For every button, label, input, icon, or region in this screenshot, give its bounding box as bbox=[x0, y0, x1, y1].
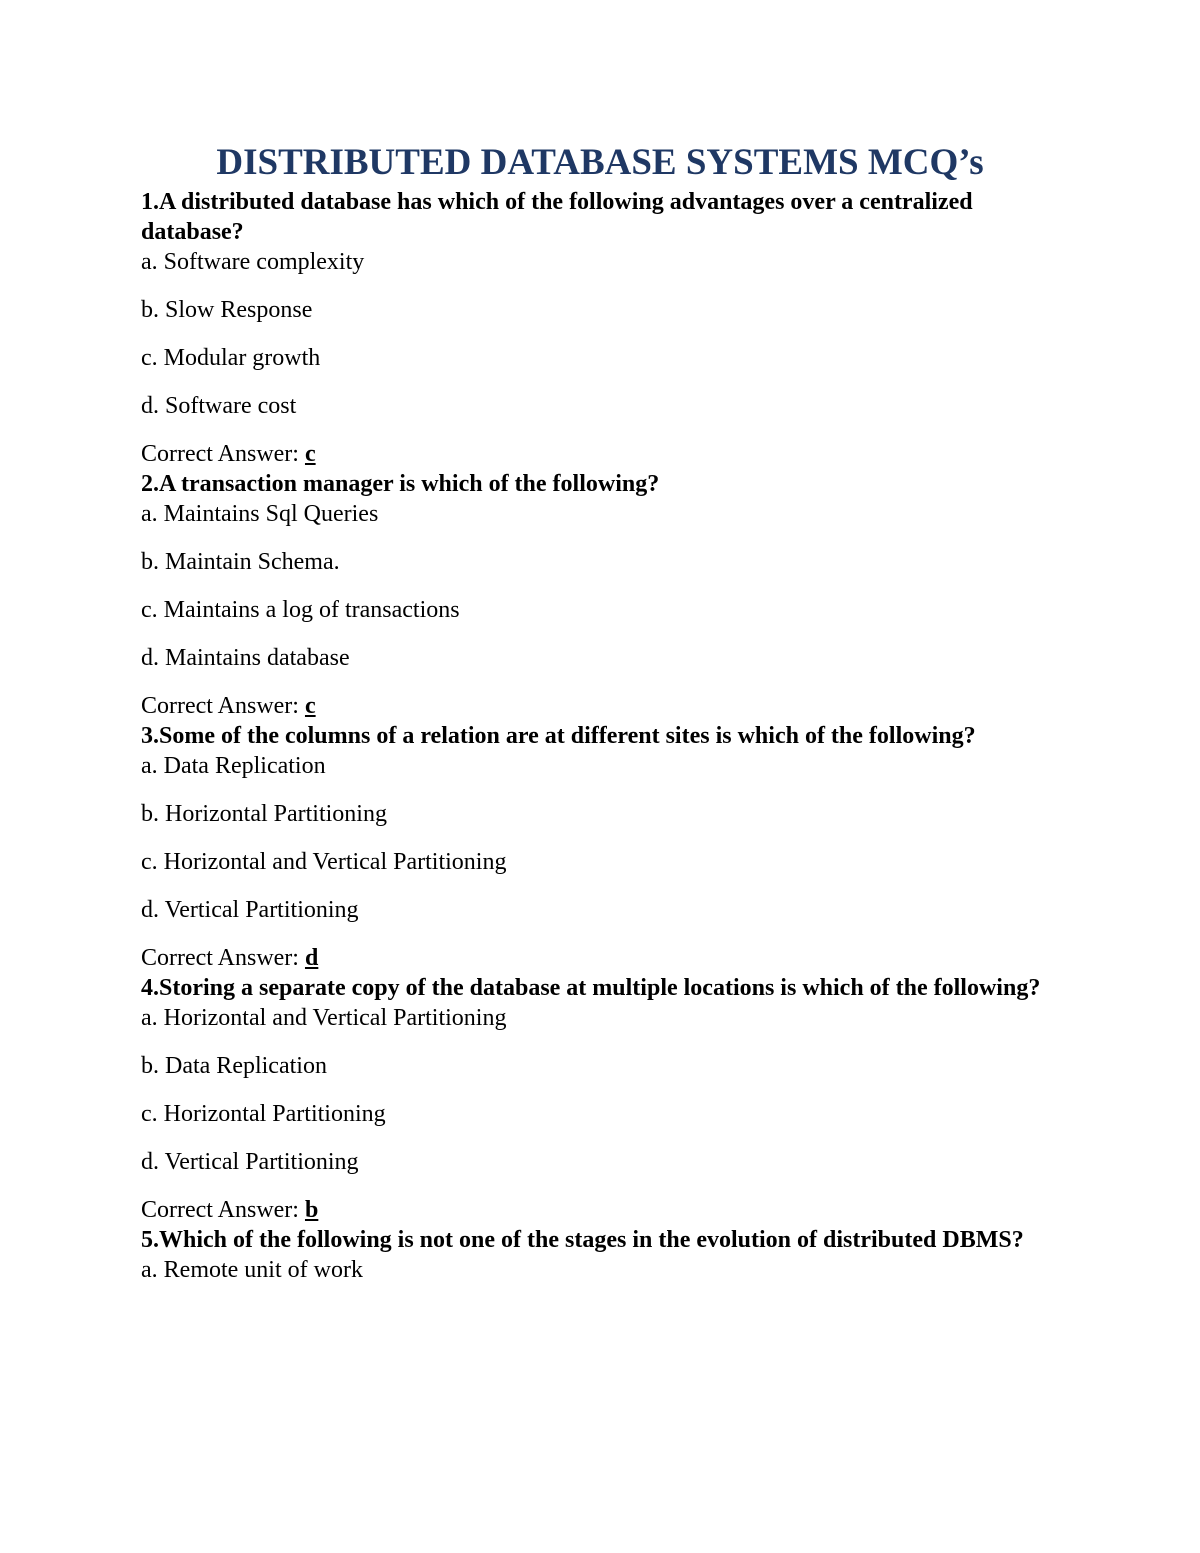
option-b: b. Horizontal Partitioning bbox=[141, 801, 387, 827]
question-3 bbox=[141, 721, 1041, 973]
question-2 bbox=[141, 469, 1041, 721]
option-a: a. Maintains Sql Queries bbox=[141, 501, 379, 527]
option-a: a. Data Replication bbox=[141, 753, 326, 779]
question-text: 1.A distributed database has which of the following advantages over a centralized database? bbox=[141, 189, 973, 245]
question-text: 5.Which of the following is not one of the stages in the evolution of distributed DBMS? bbox=[141, 1227, 1024, 1253]
correct-answer bbox=[141, 691, 1041, 721]
option-a: a. Software complexity bbox=[141, 249, 365, 275]
correct-answer-letter: c bbox=[304, 441, 316, 467]
option-d: d. Software cost bbox=[141, 393, 297, 419]
option-d: d. Vertical Partitioning bbox=[141, 897, 359, 923]
correct-answer-letter: d bbox=[304, 945, 319, 971]
option-c: c. Modular growth bbox=[141, 345, 321, 371]
correct-answer-label: Correct Answer: bbox=[141, 1197, 299, 1223]
question-list bbox=[141, 187, 1041, 1303]
correct-answer-label: Correct Answer: bbox=[141, 945, 299, 971]
correct-answer bbox=[141, 439, 1041, 469]
option-c: c. Maintains a log of transactions bbox=[141, 597, 460, 623]
question-4 bbox=[141, 973, 1041, 1225]
option-c: c. Horizontal Partitioning bbox=[141, 1101, 386, 1127]
question-text: 4.Storing a separate copy of the database at multiple locations is which of the following? bbox=[141, 975, 1041, 1001]
option-a: a. Horizontal and Vertical Partitioning bbox=[141, 1005, 507, 1031]
question-text: 2.A transaction manager is which of the following? bbox=[141, 471, 660, 497]
option-a: a. Remote unit of work bbox=[141, 1257, 363, 1283]
correct-answer-letter: c bbox=[304, 693, 316, 719]
question-text: 3.Some of the columns of a relation are at different sites is which of the following? bbox=[141, 723, 976, 749]
question-5 bbox=[141, 1225, 1041, 1285]
correct-answer-letter: b bbox=[304, 1197, 319, 1223]
page-title: DISTRIBUTED DATABASE SYSTEMS MCQ’s bbox=[216, 142, 984, 183]
correct-answer-label: Correct Answer: bbox=[141, 441, 299, 467]
correct-answer bbox=[141, 1195, 1041, 1225]
option-c: c. Horizontal and Vertical Partitioning bbox=[141, 849, 507, 875]
option-b: b. Maintain Schema. bbox=[141, 549, 340, 575]
correct-answer bbox=[141, 943, 1041, 973]
option-d: d. Vertical Partitioning bbox=[141, 1149, 359, 1175]
option-b: b. Data Replication bbox=[141, 1053, 327, 1079]
option-b: b. Slow Response bbox=[141, 297, 313, 323]
option-d: d. Maintains database bbox=[141, 645, 350, 671]
question-1 bbox=[141, 187, 1041, 469]
correct-answer-label: Correct Answer: bbox=[141, 693, 299, 719]
